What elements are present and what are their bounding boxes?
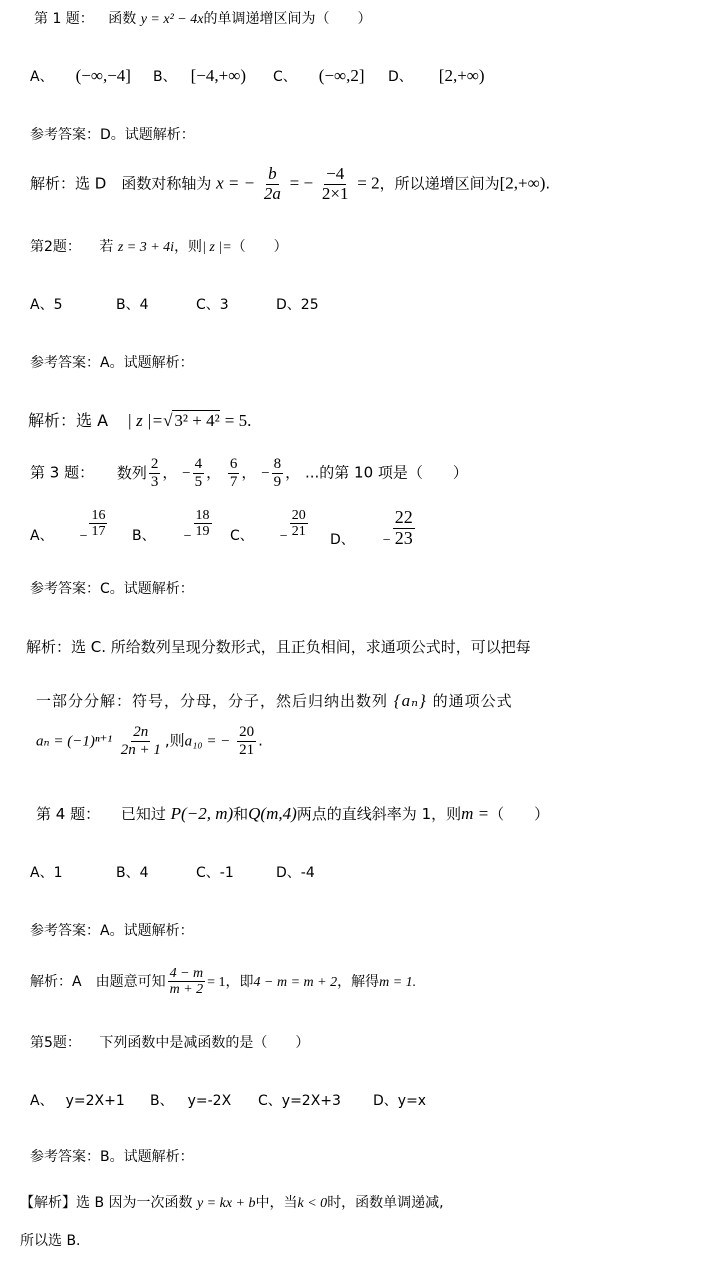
q4-stem-post: （ ）	[489, 805, 550, 823]
q1-option-c[interactable]	[273, 66, 365, 86]
option-value: y=x	[397, 1093, 427, 1109]
option-value: [2,+∞)	[438, 66, 485, 85]
q3-option-d[interactable]: D、 − $\frac{22}{23}$	[330, 507, 413, 549]
option-label: D、	[276, 865, 301, 881]
q4-analysis-eq3: m = 1.	[379, 974, 417, 990]
q1-analysis-eq2: = −	[289, 173, 314, 193]
option-fraction	[393, 508, 415, 549]
fraction-denominator: 21	[291, 524, 306, 540]
q3-seq-term-1	[149, 456, 161, 490]
q2-abs: | z |=	[202, 240, 232, 255]
q4-analysis	[30, 966, 416, 998]
option-value: (−∞,−4]	[75, 66, 131, 85]
q5-answer: 参考答案：B。试题解析：	[30, 1149, 194, 1165]
q5-analysis-line-2: 所以选 B.	[20, 1233, 81, 1249]
option-value: 3	[219, 297, 229, 313]
fraction-numerator: 6	[229, 456, 238, 472]
option-label: D、	[276, 297, 301, 313]
option-label: A、	[30, 297, 54, 313]
option-label: A、	[30, 1093, 54, 1109]
option-label: C、	[230, 527, 254, 544]
fraction-denominator: 2a	[263, 183, 281, 203]
fraction-numerator: 4	[194, 456, 203, 472]
q2-stem	[30, 236, 288, 256]
fraction-numerator: 8	[273, 456, 282, 472]
q4-analysis-mid2: ，解得	[337, 973, 380, 990]
q4-analysis-eq1: = 1	[207, 974, 226, 990]
option-label: C、	[196, 297, 220, 313]
fraction-denominator: 17	[91, 524, 106, 540]
q4-stem-and: 和	[233, 805, 249, 823]
q5-analysis	[20, 1192, 444, 1212]
option-value: [−4,+∞)	[190, 66, 246, 85]
q1-option-d[interactable]	[388, 66, 485, 86]
fraction-denominator: 21	[239, 741, 255, 758]
fraction-numerator: −4	[326, 164, 345, 183]
option-fraction	[290, 508, 308, 540]
q3-seq-term-4	[272, 456, 284, 490]
option-value: 5	[53, 297, 63, 313]
q5-stem-text: 下列函数中是减函数的是（ ）	[99, 1035, 310, 1051]
q3-seq-sign-4: −	[261, 465, 270, 482]
q3-formula-pre: aₙ = (−1)ⁿ⁺¹	[36, 733, 112, 750]
q3-analysis2-set: {aₙ}	[393, 691, 427, 710]
q3-formula	[36, 724, 263, 758]
q4-option-b[interactable]	[116, 862, 149, 882]
option-label: A、	[30, 69, 54, 85]
q1-stem	[34, 8, 371, 28]
q5-analysis-func: y = kx + b	[196, 1196, 256, 1211]
q2-analysis-pre: 解析：选 A	[28, 411, 109, 430]
q4-option-c[interactable]	[196, 862, 234, 882]
q2-title: 第2题：	[30, 239, 81, 255]
option-label: C、	[258, 1093, 282, 1109]
fraction-numerator: 2n	[133, 724, 149, 740]
q2-option-c[interactable]	[196, 294, 229, 314]
q4-fraction	[168, 966, 206, 998]
q3-seq-term-3	[228, 456, 240, 490]
option-value: 4	[139, 865, 149, 881]
q5-title: 第5题：	[30, 1035, 81, 1051]
q2-analysis-post: = 5.	[224, 411, 252, 430]
q1-analysis-interval: [2,+∞)	[499, 173, 546, 193]
q3-analysis-line-1: 解析：选 C. 所给数列呈现分数形式，且正负相间，求通项公式时，可以把每	[26, 638, 531, 656]
q1-option-a[interactable]	[30, 66, 131, 86]
q5-option-a[interactable]	[30, 1090, 125, 1110]
q1-stem-pre: 函数	[108, 11, 137, 27]
q1-fraction-1	[262, 165, 283, 203]
q2-expr: z = 3 + 4i	[117, 240, 175, 255]
q4-point-q: Q(m,4)	[248, 804, 297, 823]
fraction-denominator: 7	[229, 473, 238, 490]
option-label: A、	[30, 527, 54, 544]
fraction-numerator: 20	[291, 508, 306, 523]
q1-option-b[interactable]	[153, 66, 246, 86]
q3-analysis-line-2	[36, 690, 513, 711]
option-label: B、	[153, 69, 177, 85]
q3-formula-end: .	[258, 731, 263, 750]
option-value: -1	[219, 865, 234, 881]
q1-func: y = x² − 4x	[140, 12, 204, 27]
q2-analysis-abs: | z |=	[127, 411, 164, 430]
option-value: 25	[300, 297, 319, 313]
option-label: D、	[388, 69, 413, 85]
fraction-numerator: 2	[150, 456, 159, 472]
fraction-numerator: 20	[239, 724, 255, 740]
q5-option-c[interactable]	[258, 1090, 341, 1110]
q3-formula-a10: a₁₀ = −	[184, 733, 231, 750]
q3-title: 第 3 题：	[30, 463, 95, 482]
fraction-denominator: 9	[273, 473, 282, 490]
fraction-denominator: 3	[150, 473, 159, 490]
option-label: B、	[116, 865, 140, 881]
option-fraction	[194, 508, 212, 540]
q3-answer: 参考答案：C。试题解析：	[30, 581, 194, 597]
option-value: 1	[53, 865, 63, 881]
q2-option-d[interactable]	[276, 294, 319, 314]
fraction-denominator: 2n + 1	[120, 741, 161, 758]
q5-analysis-pre: 【解析】选 B 因为一次函数	[20, 1195, 193, 1211]
option-label: A、	[30, 865, 54, 881]
fraction-numerator: 22	[394, 507, 413, 527]
q3-seq-term-2	[193, 456, 205, 490]
q2-stem-pre: 若	[99, 239, 114, 255]
fraction-numerator: 16	[91, 508, 106, 523]
q1-analysis-eq1: x = −	[216, 173, 256, 193]
q3-stem-post: ...的第 10 项是（ ）	[304, 463, 468, 482]
q3-analysis2-post: 的通项公式	[432, 692, 513, 710]
q3-formula-fraction	[119, 724, 163, 758]
option-label: B、	[132, 527, 156, 544]
q4-point-p: P(−2, m)	[170, 804, 234, 823]
q3-analysis2-pre: 一部分分解：符号，分母，分子，然后归纳出数列	[36, 692, 389, 710]
q3-formula-a10-fraction	[237, 724, 256, 758]
q5-option-b[interactable]	[150, 1090, 231, 1110]
option-label: B、	[150, 1093, 174, 1109]
fraction-numerator: 4 − m	[169, 966, 204, 981]
q2-analysis	[28, 408, 251, 431]
option-fraction	[89, 508, 107, 540]
fraction-denominator: m + 2	[169, 982, 204, 998]
q1-analysis-pre: 解析：选 D 函数对称轴为	[30, 174, 212, 193]
q1-analysis-end: .	[545, 174, 551, 193]
option-label: C、	[273, 69, 297, 85]
q5-analysis-post: 时，函数单调递减,	[327, 1195, 444, 1211]
q4-stem-pre: 已知过	[120, 805, 166, 823]
option-label: B、	[116, 297, 140, 313]
fraction-denominator: 19	[195, 524, 210, 540]
q3-option-b[interactable]: B、 − $\frac{18}{19}$	[132, 508, 210, 544]
q1-fraction-2	[320, 165, 351, 203]
q4-analysis-mid: ，即	[225, 973, 254, 990]
q4-answer: 参考答案：A。试题解析：	[30, 923, 194, 939]
q5-analysis-cond: k < 0	[297, 1196, 328, 1211]
option-value: -4	[300, 865, 315, 881]
option-label: D、	[330, 532, 355, 549]
q1-analysis-eq3: = 2	[357, 173, 380, 193]
q3-option-c[interactable]: C、 − $\frac{20}{21}$	[230, 508, 306, 544]
option-value: y=2X+1	[65, 1093, 125, 1109]
q5-option-d[interactable]	[373, 1090, 426, 1110]
q2-option-a[interactable]	[30, 294, 63, 314]
q3-stem: 第 3 题： 数列 $\frac{2}{3}$ ， − $\frac{4}{5}$ ， $\frac{6}{7}$ ， − $\frac{8}{9}$ ， ...的第 10 项是（ ）	[30, 456, 468, 490]
q3-option-a[interactable]: A、 − $\frac{16}{17}$	[30, 508, 106, 544]
q2-option-b[interactable]	[116, 294, 149, 314]
q1-answer: 参考答案：D。试题解析：	[30, 127, 195, 143]
q2-sqrt-sign: √	[163, 411, 173, 430]
q2-answer: 参考答案：A。试题解析：	[30, 355, 194, 371]
q2-stem-post: （ ）	[231, 239, 288, 255]
option-value: y=2X+3	[281, 1093, 341, 1109]
q5-analysis-mid: 中，当	[255, 1195, 298, 1211]
q4-option-d[interactable]	[276, 862, 315, 882]
q4-stem-mid: 两点的直线斜率为 1，则	[296, 805, 462, 823]
option-label: C、	[196, 865, 220, 881]
q4-m-eq: m =	[461, 804, 490, 823]
q4-option-a[interactable]	[30, 862, 63, 882]
fraction-denominator: 2×1	[321, 183, 349, 203]
fraction-denominator: 5	[194, 473, 203, 490]
option-label: D、	[373, 1093, 398, 1109]
q1-stem-post: 的单调递增区间为（ ）	[203, 11, 372, 27]
q4-analysis-pre: 解析：A 由题意可知	[30, 973, 166, 990]
q4-analysis-eq2: 4 − m = m + 2	[253, 974, 338, 990]
option-value: y=-2X	[187, 1093, 232, 1109]
fraction-denominator: 23	[394, 527, 413, 548]
q2-sqrt-body: 3² + 4²	[174, 411, 220, 430]
q4-stem	[36, 803, 549, 824]
q1-analysis	[30, 165, 550, 203]
q3-formula-mid: ,则	[164, 731, 185, 750]
q5-stem	[30, 1032, 309, 1052]
q3-stem-pre: 数列	[116, 463, 147, 482]
fraction-numerator: b	[268, 164, 277, 183]
q4-title: 第 4 题：	[36, 805, 101, 823]
q2-stem-mid: ，则	[174, 239, 203, 255]
q1-title: 第 1 题：	[34, 11, 94, 27]
fraction-numerator: 18	[195, 508, 210, 523]
q1-analysis-post: ，所以递增区间为	[379, 174, 500, 193]
q3-seq-sign-2: −	[182, 465, 191, 482]
option-value: 4	[139, 297, 149, 313]
option-value: (−∞,2]	[318, 66, 365, 85]
